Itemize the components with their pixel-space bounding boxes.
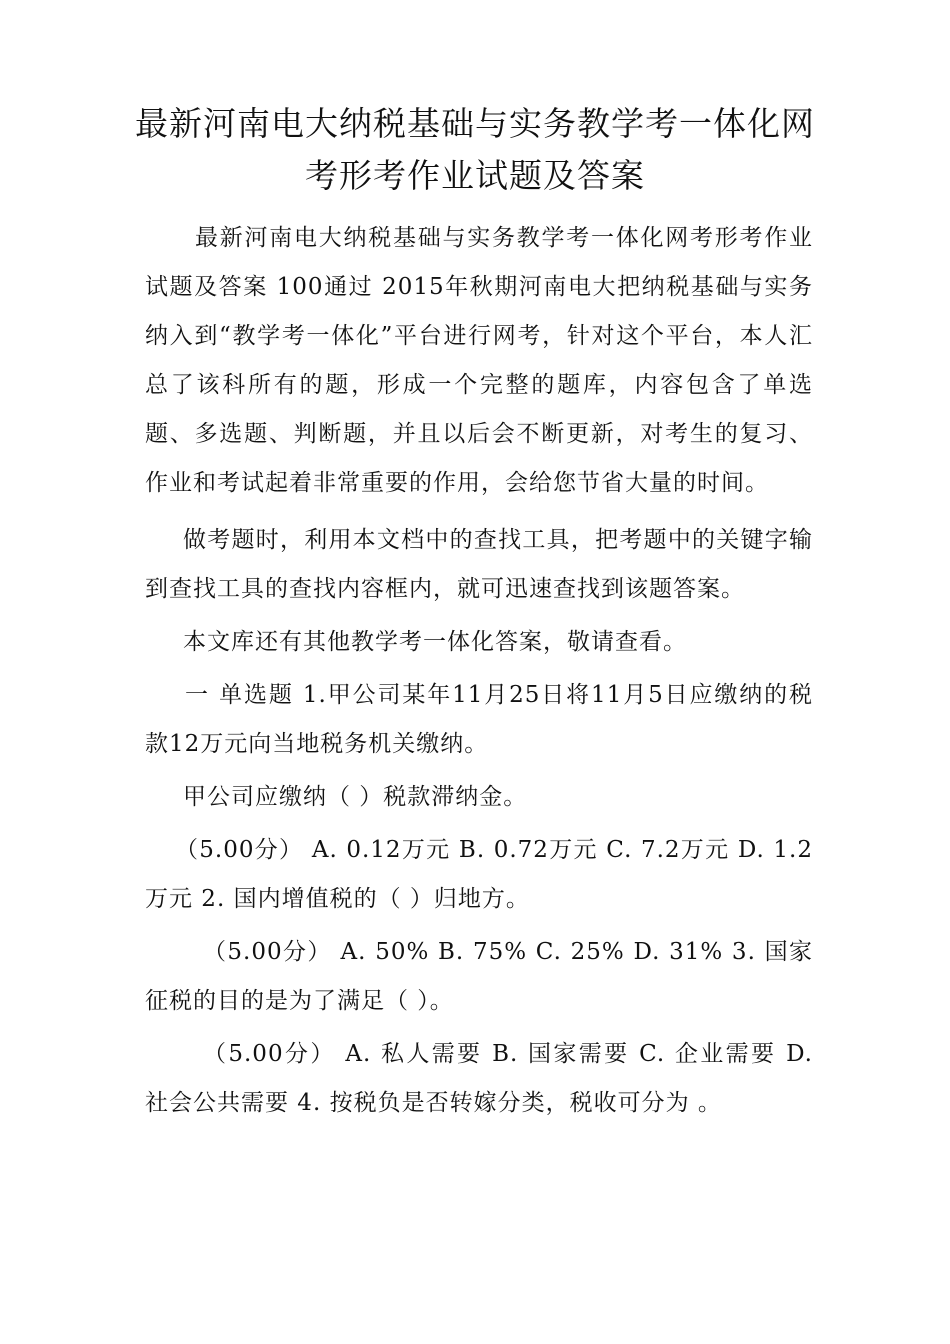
question-3-options: （5.00分） A. 私人需要 B. 国家需要 C. 企业需要 D. 社会公共需要 4. 按税负是否转嫁分类，税收可分为 。 — [145, 1041, 813, 1116]
question-1-stem: 一 单选题 1.甲公司某年11月25日将11月5日应缴纳的税款12万元向当地税务机关缴纳。 — [145, 682, 813, 757]
question-1-prompt: 甲公司应缴纳（ ）税款滞纳金。 — [183, 784, 528, 810]
question-1-options: （5.00分） A. 0.12万元 B. 0.72万元 C. 7.2万元 D. 1.2万元 2. 国内增值税的（ ）归地方。 — [145, 837, 813, 912]
question-2-options: （5.00分） A. 50% B. 75% C. 25% D. 31% 3. 国家征税的目的是为了满足（ ）。 — [145, 939, 813, 1014]
paragraph-library-note: 本文库还有其他教学考一体化答案，敬请查看。 — [183, 629, 687, 655]
document-body — [145, 214, 813, 1128]
paragraph-usage-tip: 做考题时，利用本文档中的查找工具，把考题中的关键字输到查找工具的查找内容框内，就可迅速查找到该题答案。 — [145, 527, 813, 602]
paragraph-intro: 最新河南电大纳税基础与实务教学考一体化网考形考作业试题及答案 100通过 2015年秋期河南电大把纳税基础与实务纳入到“教学考一体化”平台进行网考，针对这个平台，本人汇总了该科所有的题，形成一个完整的题库，内容包含了单选题、多选题、判断题，并且以后会不断更新，对考生的复习、作业和考试起着非常重要的作用，会给您节省大量的时间。 — [145, 225, 813, 496]
document-title: 最新河南电大纳税基础与实务教学考一体化网考形考作业试题及答案 — [135, 104, 815, 195]
